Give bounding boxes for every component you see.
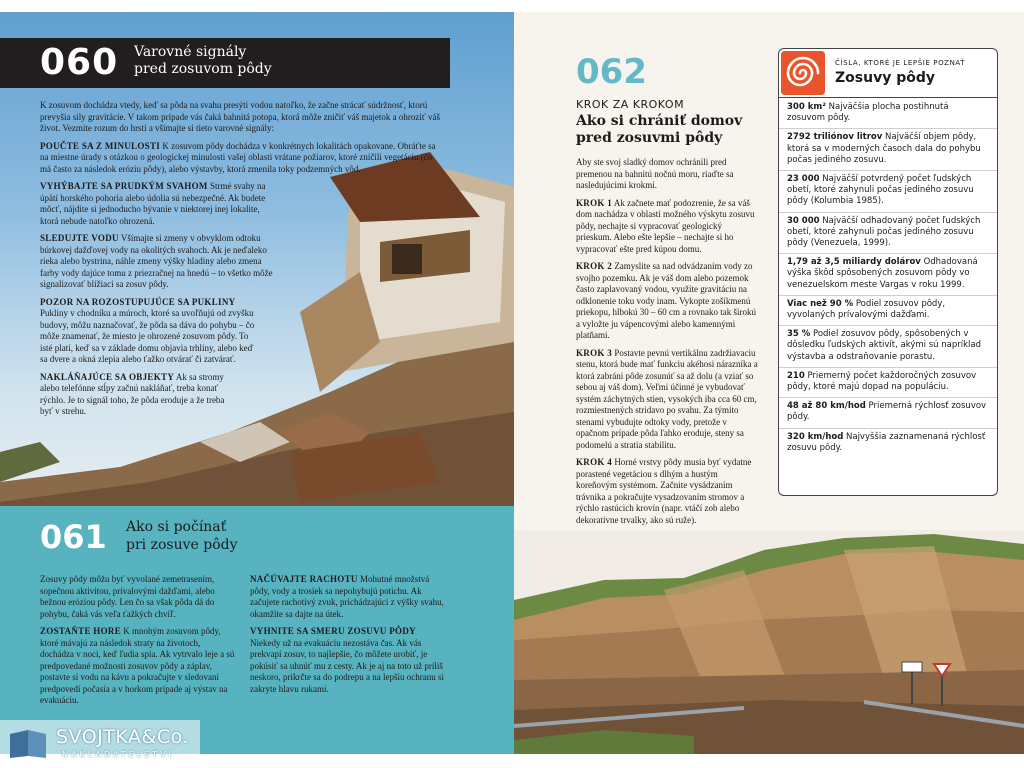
warning-item [40, 372, 225, 418]
facts-title: Zosuvy pôdy [835, 70, 935, 86]
fact-item [779, 213, 997, 255]
fact-item [779, 429, 997, 458]
item-text: K zosuvom pôdy dochádza v konkrétnych lokalitách opakovane. Obráťte sa na miestne úrady s otázkou o geologickej minulosti vašej oblasti vrátane požiarov, ktoré zničili vegetáciu (čo má často za následok eróziu pôdy), alebo výstavby, ktorá zmenila toky podzemných vôd. [40, 140, 436, 174]
fact-figure: 320 km/hod [787, 431, 844, 442]
fact-text: Priemerný počet každoročných zosuvov pôdy, ktoré majú dopad na populáciu. [787, 370, 977, 393]
warning-item [40, 141, 445, 176]
step-text: Zamyslite sa nad odvádzaním vody zo svojho pozemku. Ak je váš dom alebo pozemok často zaplavovaný vodou, využite gravitáciu na odklonenie toku vody inam. Vykopte zošikmenú priekopu, hlbokú 30 – 60 cm a rovnako tak širokú a vyložte ju vápencovými alebo kamennými platňami. [576, 261, 756, 340]
fact-item [779, 171, 997, 213]
section-060-header [0, 38, 450, 88]
item-text: Ak sa stromy alebo telefónne stĺpy začnú nakláňať, treba konať rýchlo. Je to signál toho, že pôda eroduje a že treba byť v strehu. [40, 371, 225, 416]
publisher-logo [0, 720, 200, 766]
step-text: Horné vrstvy pôdy musia byť vydatne porastené vegetáciou s dlhým a hustým koreňovým systémom. Začnite vysádzaním trávnika a pokračujte vysadzovaním stromov a rýchlo rastúcich krovín (napr. vtáčí zob alebo dekoratívne trvalky, ako sú ruže). [576, 457, 752, 525]
fact-text: Najväčší objem pôdy, ktorá sa v moderných časoch dala do pohybu počas jediného zosuvu. [787, 132, 981, 165]
step-item [576, 261, 758, 342]
item-key: NAČÚVAJTE RACHOTU [250, 574, 358, 584]
fact-item [779, 296, 997, 326]
section-061-column-2 [250, 574, 445, 701]
fact-figure: 35 % [787, 329, 811, 340]
fact-text: Odhadovaná výška škôd spôsobených zosuvom pôdy vo venezuelskom meste Vargas v roku 1999. [787, 257, 978, 290]
item-text: Mohutné množstvá pôdy, vody a trosiek sa nepohybujú potichu. Ak začujete rachotivý zvuk, prichádzajúci z výšky svahu, okamžite sa dajte na útek. [250, 574, 444, 619]
fact-item [779, 254, 997, 296]
section-title-line-2: pred zosuvmi pôdy [576, 130, 723, 146]
intro-paragraph: Aby ste svoj sladký domov ochránili pred premenou na bahnitú nočnú moru, riaďte sa nasledujúcimi krokmi. [576, 157, 734, 190]
fact-item [779, 326, 997, 368]
section-number: 062 [576, 52, 647, 92]
step-key: KROK 1 [576, 197, 613, 208]
item-key: VYHNITE SA SMERU ZOSUVU PÔDY [250, 626, 416, 636]
fact-figure: 2792 triliónov litrov [787, 132, 883, 143]
section-061-column-1 [40, 574, 235, 713]
item-key: NAKLÁŇAJÚCE SA OBJEKTY [40, 371, 175, 382]
paragraph [40, 574, 235, 620]
section-060-body [40, 100, 445, 424]
item-text: Zosuvy pôdy môžu byť vyvolané zemetrasením, sopečnou aktivitou, prívalovými dažďami, alebo bežnou eróziou pôdy. Len čo sa však pôda dá do pohybu, čaká vás veľa ťažkých chvíľ. [40, 574, 215, 619]
section-title-line-1: Ako si počínať [126, 519, 227, 535]
section-title-line-2: pred zosuvom pôdy [134, 61, 272, 77]
section-kicker: KROK ZA KROKOM [576, 98, 685, 111]
fact-figure: 210 [787, 370, 805, 381]
fact-item [779, 99, 997, 129]
fact-figure: 30 000 [787, 215, 820, 226]
right-page [514, 12, 1024, 754]
fact-text: Najvyššia zaznamenaná rýchlosť zosuvu pôdy. [787, 431, 986, 453]
step-item [576, 198, 758, 256]
facts-header [779, 49, 997, 98]
fact-figure: Viac než 90 % [787, 298, 854, 309]
fact-item [779, 129, 997, 171]
fact-text: Priemerná rýchlosť zosuvov pôdy. [787, 401, 987, 423]
item-key: POZOR NA ROZOSTUPUJÚCE SA PUKLINY [40, 296, 236, 307]
item-text: Strmé svahy na úpätí horského pohoria alebo údolia sú nebezpečné. Ak budete môcť, nájdite si jednoducho bývanie v niektorej inej lokalite, ktorá nebude natoľko ohrozená. [40, 181, 266, 226]
section-062-body [576, 157, 758, 532]
item-text: Niekedy už na evakuáciu nezostáva čas. Ak vás prekvapí zosuv, to najlepšie, čo môžete urobiť, je pokúsiť sa uhnúť mu z cesty. Ak je aj na toto už príliš neskoro, prikrčte sa do podrepu a na lepšiu ochranu si zakryte hlavu rukami. [250, 637, 444, 694]
fact-text: Najväčší potvrdený počet ľudských obetí, ktoré zahynuli počas jediného zosuvu pôdy (Kolumbia 1985). [787, 174, 974, 207]
item-key: SLEDUJTE VODU [40, 233, 119, 243]
fact-text: Podiel zosuvov pôdy, spôsobených v dôsledku ľudských aktivít, akými sú napríklad výstavba a odstraňovanie porastu. [787, 329, 981, 362]
section-title [126, 518, 238, 554]
warning-item [40, 233, 282, 291]
landslide-photo [514, 530, 1024, 754]
spiral-swirl-icon [781, 51, 825, 95]
section-title-line-1: Varovné signály [134, 44, 247, 60]
fact-text: Podiel zosuvov pôdy, vyvolaných prívalovými dažďami. [787, 298, 946, 321]
fact-text: Najväčšia plocha postihnutá zosuvom pôdy. [787, 102, 949, 124]
item-text: Pukliny v chodníku a múroch, ktoré sa uvoľňujú od zvyšku budovy, môžu naznačovať, že pôda sa dáva do pohybu – čo môže znamenať, že miesto je ohrozené zosuvom pôdy. To isté platí, keď sa v základe domu objavia trhliny, alebo keď sa dvere a okná zlepia alebo ťažko otvárať či zatvárať. [40, 308, 255, 364]
item-text: Všímajte si zmeny v obvyklom odtoku búrkovej dažďovej vody na okolitých svahoch. Ak je neďaleko rieka alebo bystrina, náhle zmeny výšky hladiny alebo zmena farby vody dajúce tomu z priezračnej na hnedú – to všetko môže signalizovať blížiaci sa zosuv pôdy. [40, 233, 273, 289]
paragraph [250, 626, 445, 695]
fact-figure: 48 až 80 km/hod [787, 401, 866, 412]
facts-kicker: ČÍSLA, KTORÉ JE LEPŠIE POZNAŤ [835, 59, 966, 67]
warning-item [40, 297, 255, 366]
facts-box [778, 48, 998, 496]
fact-figure: 300 km² [787, 102, 826, 112]
section-number: 060 [40, 42, 119, 83]
item-key: POUČTE SA Z MINULOSTI [40, 140, 161, 151]
fact-figure: 23 000 [787, 174, 820, 185]
publisher-name: SVOJTKA&Co. [56, 726, 189, 748]
book-icon [8, 726, 48, 760]
step-text: Ak začnete mať podozrenie, že sa váš dom nachádza v oblasti možného výskytu zosuvu pôdy, nechajte si vypracovať geologický prieskum. Alebo ešte lepšie – nechajte si ho vypracovať ešte pred kúpou domu. [576, 197, 755, 254]
section-title-line-2: pri zosuve pôdy [126, 537, 238, 553]
publisher-subtitle: NAKLADATELSTVÍ [62, 750, 174, 759]
fact-item [779, 398, 997, 428]
step-key: KROK 4 [576, 457, 613, 467]
step-text: Postavte pevnú vertikálnu zadržiavaciu stenu, ktorá bude mať funkciu akéhosi nárazníka a ktorá zabráni pôde zosunúť sa až dolu (a vziať so sebou aj váš dom). Veľmi účinné je vybudovať systém záchytných stien, vysokých iba cca 60 cm, rozmiestnených stridavo po svahu. Za týmito stenami vybudujte odtoky vody, pretože v opačnom prípade pôda ľahko eroduje, steny sa podomelú a stratia stabilitu. [576, 347, 758, 450]
step-item [576, 457, 758, 526]
step-key: KROK 3 [576, 347, 613, 358]
intro-paragraph: K zosuvom dochádza vtedy, keď sa pôda na svahu presýti vodou natoľko, že začne strácať súdržnosť, ktorú prevyšia sily gravitácie. V takom prípade vás čaká bahnitá potopa, ktorá môže zničiť váš majetok a ohroziť váš život. Vezmite rozum do hrstí a všímajte si tieto varovné signály: [40, 100, 440, 133]
item-text: K mnohým zosuvom pôdy, ktoré mávajú za následok straty na životoch, dochádza v noci, keď ľudia spia. Ak vytrvalo leje a sú predpovedané možnosti zosuvov pôdy a záplav, postavte si vodu na kávu a pokračujte v sledovaní predpovedí počasia a v horkom prípade aj výstav na evakuáciu. [40, 626, 235, 705]
step-key: KROK 2 [576, 261, 613, 271]
section-title [576, 113, 786, 147]
section-title-line-1: Ako si chrániť domov [576, 113, 743, 129]
section-title [134, 44, 272, 78]
item-key: VYHÝBAJTE SA PRUDKÝM SVAHOM [40, 181, 208, 191]
paragraph [250, 574, 445, 620]
item-key: ZOSTAŇTE HORE [40, 626, 122, 636]
step-item [576, 348, 758, 452]
paragraph [40, 626, 235, 707]
fact-figure: 1,79 až 3,5 miliardy dolárov [787, 257, 921, 268]
section-number: 061 [40, 518, 107, 556]
fact-item [779, 368, 997, 398]
left-page [0, 12, 514, 759]
fact-text: Najväčší odhadovaný počet ľudských obetí, ktoré zahynuli počas jediného zosuvu pôdy (Venezuela, 1999). [787, 215, 981, 249]
warning-item [40, 181, 270, 227]
facts-list [779, 99, 997, 458]
